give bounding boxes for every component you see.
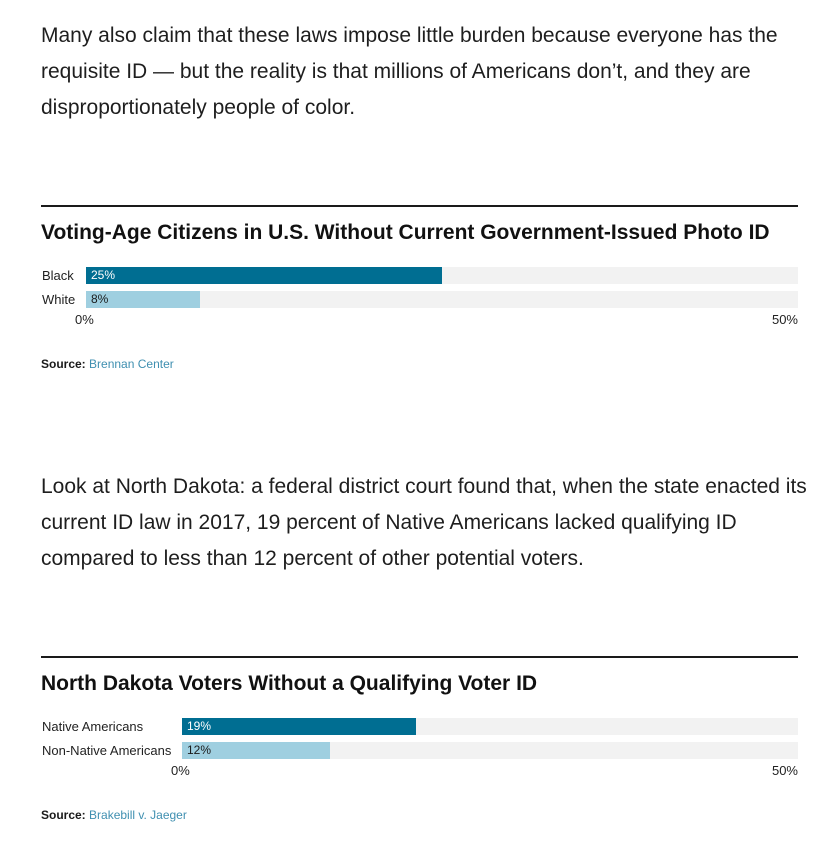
article-paragraph: Many also claim that these laws impose little burden because everyone has the requisite ID — but the reality is that millions of Americans don’t, and they are disproportionately people of color. bbox=[41, 24, 778, 119]
source-label: Source: bbox=[41, 357, 86, 371]
bar-category-label: Non-Native Americans bbox=[42, 743, 172, 758]
bar-value-label: 19% bbox=[187, 719, 212, 733]
source-label: Source: bbox=[41, 808, 86, 822]
x-axis-tick-max: 50% bbox=[771, 763, 798, 778]
bar-row-black bbox=[41, 267, 798, 284]
bar-category-label: Native Americans bbox=[42, 719, 144, 734]
chart-top-rule bbox=[41, 205, 798, 207]
bar-value-label: 12% bbox=[187, 743, 212, 757]
bar-non-native-americans bbox=[182, 742, 330, 759]
x-axis-tick-min: 0% bbox=[75, 312, 94, 327]
bar-track bbox=[182, 718, 798, 735]
chart-source bbox=[41, 357, 174, 371]
bar-track bbox=[86, 267, 798, 284]
bar-value-label: 8% bbox=[91, 292, 109, 306]
source-link[interactable]: Brakebill v. Jaeger bbox=[89, 808, 187, 822]
bar-track bbox=[182, 742, 798, 759]
bar-value-label: 25% bbox=[91, 268, 116, 282]
chart-top-rule bbox=[41, 656, 798, 658]
chart-title: North Dakota Voters Without a Qualifying Voter ID bbox=[41, 672, 538, 695]
bar-black bbox=[86, 267, 442, 284]
bar-native-americans bbox=[182, 718, 416, 735]
chart-source bbox=[41, 808, 187, 822]
chart-north-dakota-voters bbox=[41, 656, 798, 822]
chart-voting-age-citizens bbox=[41, 205, 798, 371]
bar-row-native-americans bbox=[41, 718, 798, 735]
article-paragraph: Look at North Dakota: a federal district court found that, when the state enacted its current ID law in 2017, 19 percent of Native Americans lacked qualifying ID compared to less than 12 percent of other potential voters. bbox=[41, 475, 807, 570]
source-link[interactable]: Brennan Center bbox=[89, 357, 174, 371]
bar-row-non-native-americans bbox=[41, 742, 798, 759]
bar-track bbox=[86, 291, 798, 308]
x-axis-tick-max: 50% bbox=[771, 312, 798, 327]
bar-row-white bbox=[41, 291, 798, 308]
bar-white bbox=[86, 291, 200, 308]
x-axis-tick-min: 0% bbox=[171, 763, 190, 778]
chart-title: Voting-Age Citizens in U.S. Without Current Government-Issued Photo ID bbox=[41, 221, 770, 244]
bar-category-label: White bbox=[42, 292, 76, 307]
bar-category-label: Black bbox=[42, 268, 74, 283]
